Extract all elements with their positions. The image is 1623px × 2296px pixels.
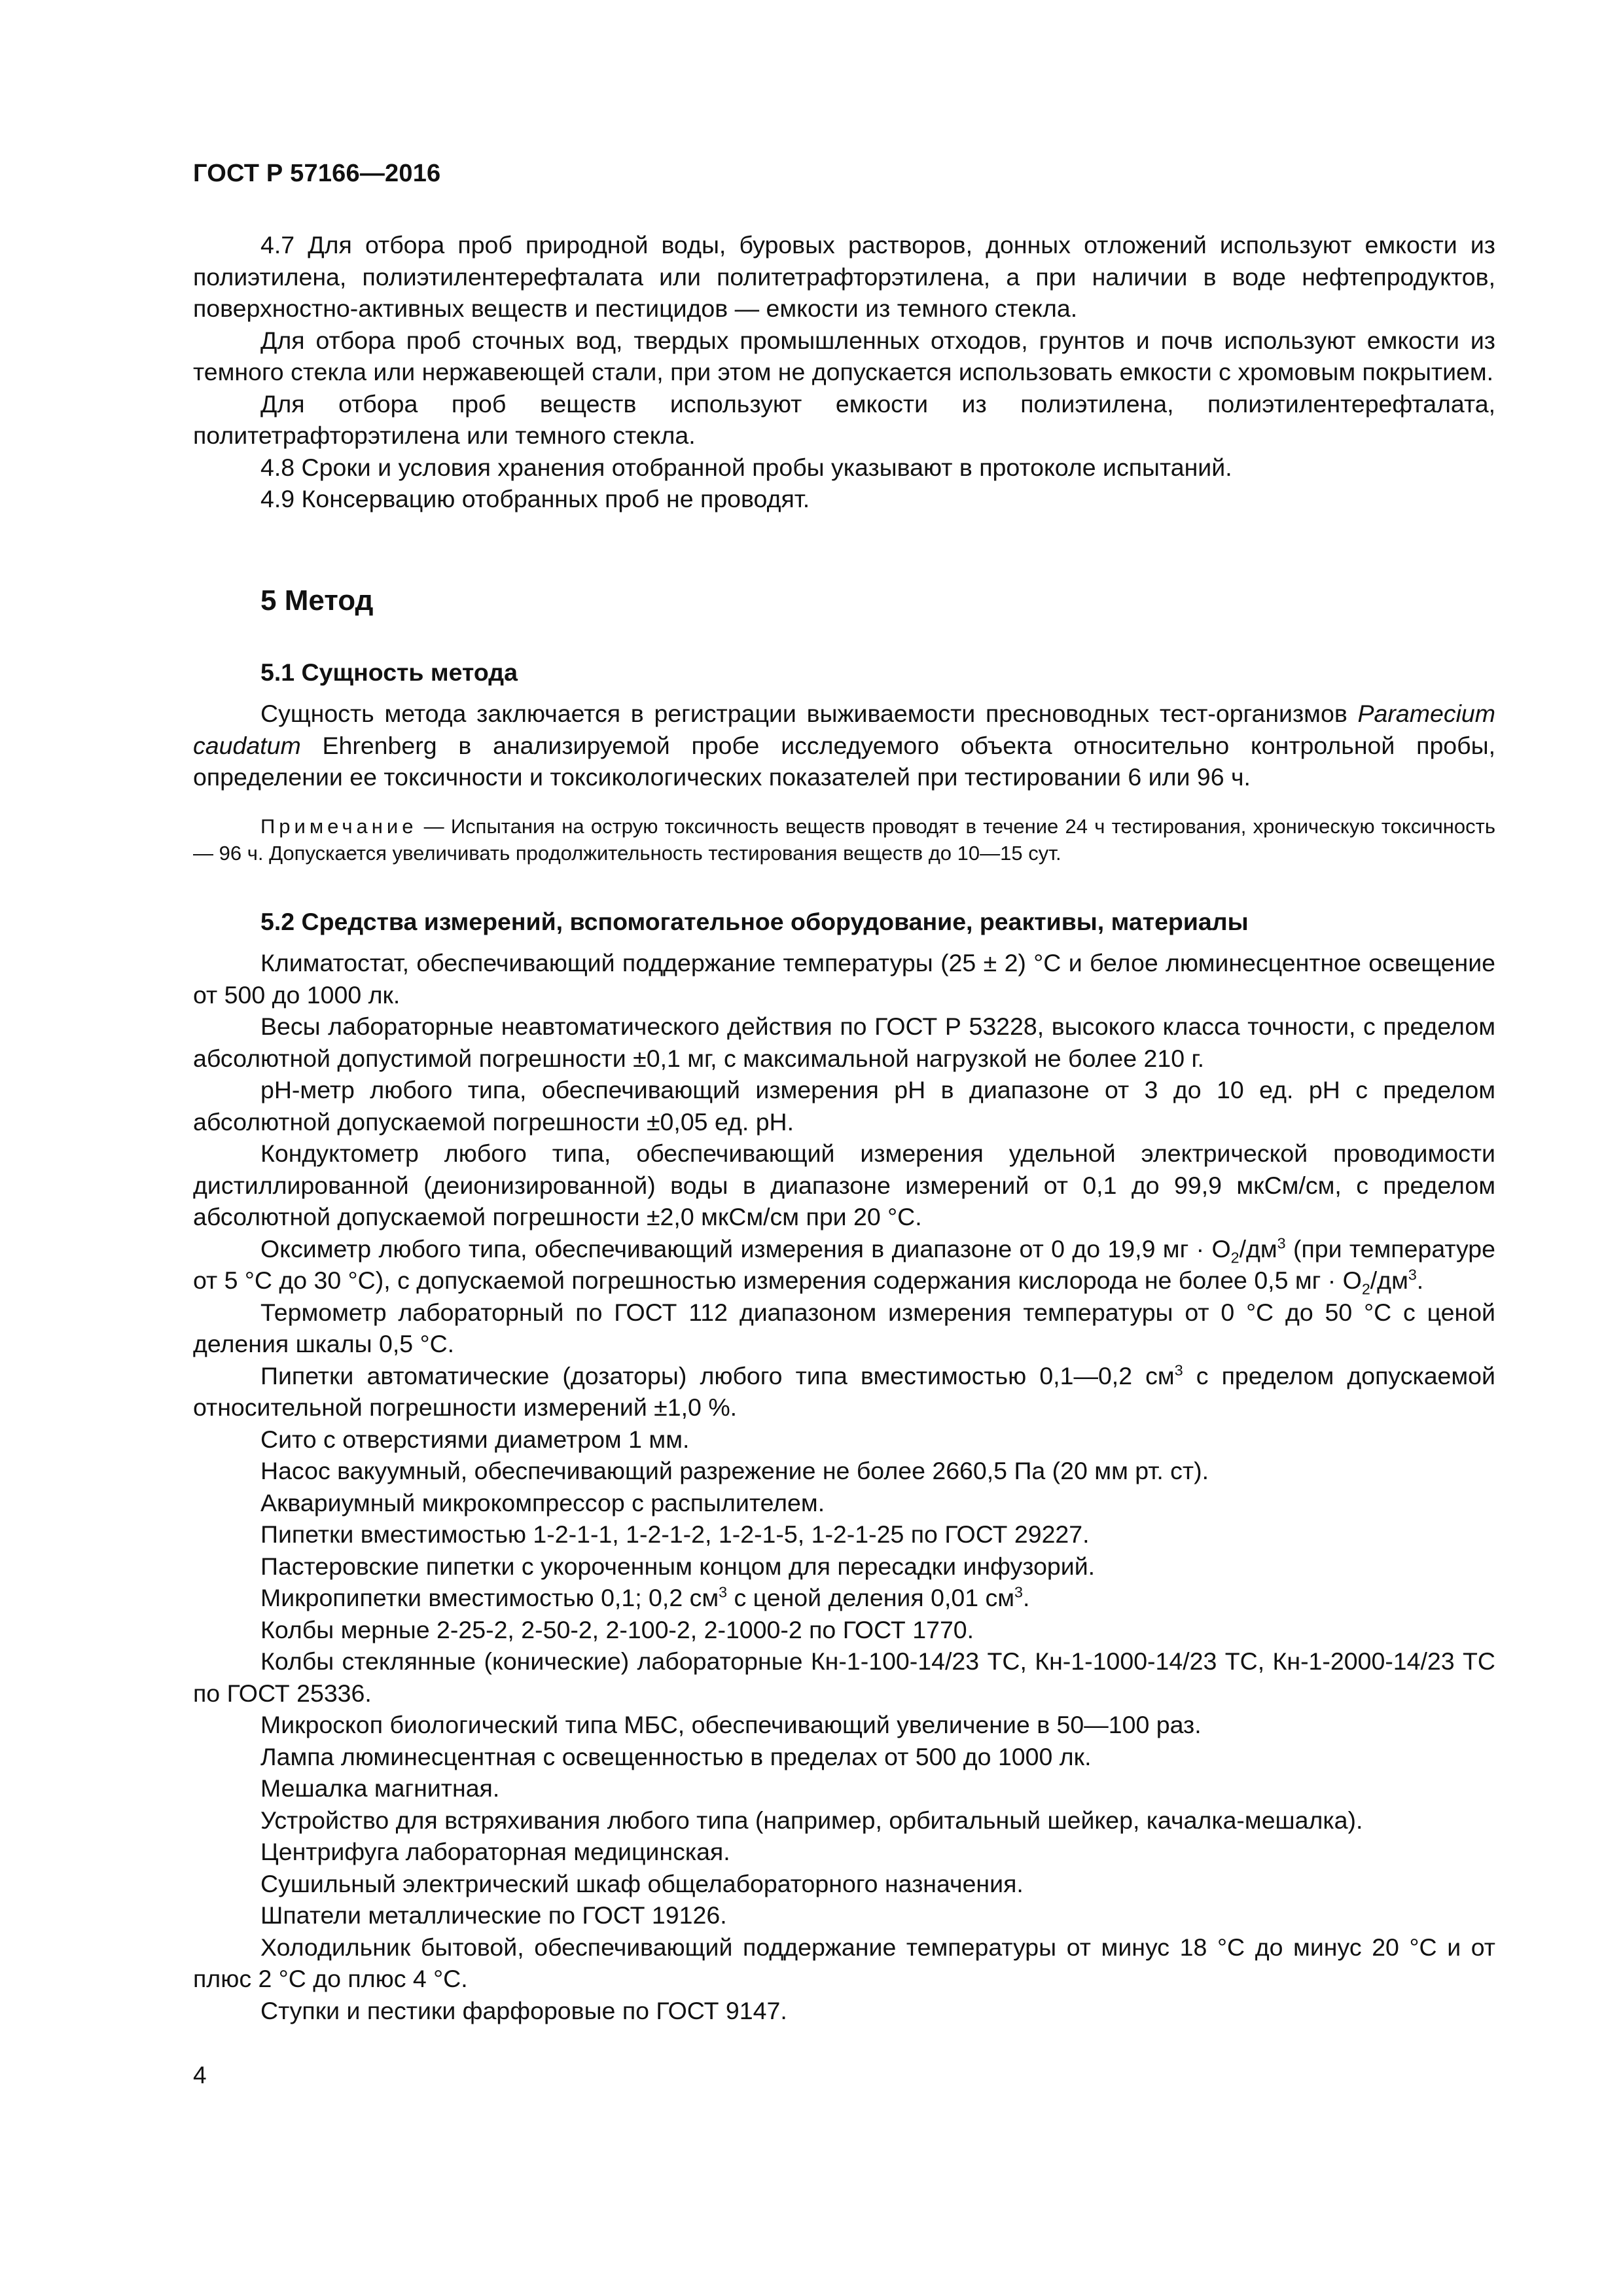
micropipettes-sup: 3: [719, 1583, 728, 1601]
item-pump: Насос вакуумный, обеспечивающий разрежение не более 2660,5 Па (20 мм рт. ст).: [260, 1457, 1209, 1484]
micropipettes-sup-2: 3: [1014, 1583, 1023, 1601]
oximeter-text-d: /дм: [1370, 1266, 1408, 1294]
oximeter-text-a: Оксиметр любого типа, обеспечивающий измерения в диапазоне от 0 до 19,9 мг · O: [260, 1234, 1231, 1263]
equipment-list: [193, 947, 1495, 2026]
item-stirrer: Мешалка магнитная.: [260, 1774, 500, 1802]
oximeter-sub-2: 2: [1361, 1280, 1370, 1298]
method-essence-paragraph: [193, 698, 1495, 793]
item-conductometer: Кондуктометр любого типа, обеспечивающий измерения удельной электрической проводимости дистиллированной (деионизированной) воды в диапазоне измерений от 0,1 до 99,9 мкСм/см, с пределом абсолютной допускаемой погрешности ±2,0 мкСм/см при 20 °С.: [193, 1139, 1495, 1230]
item-microscope: Микроскоп биологический типа МБС, обеспечивающий увеличение в 50—100 раз.: [260, 1711, 1202, 1738]
method-essence-text-b: Ehrenberg в анализируемой пробе исследуемого объекта относительно контрольной пробы, определении ее токсичности и токсикологических показателей при тестировании 6 или 96 ч.: [193, 731, 1495, 791]
paragraph-4-7: 4.7 Для отбора проб природной воды, буровых растворов, донных отложений используют емкости из полиэтилена, полиэтилентерефталата или политетрафторэтилена, а при наличии в воде нефтепродуктов, поверхностно-активных веществ и пестицидов — емкости из темного стекла.: [193, 231, 1495, 322]
item-climatostat: Климатостат, обеспечивающий поддержание температуры (25 ± 2) °С и белое люминесцентное освещение от 500 до 1000 лк.: [193, 949, 1495, 1009]
item-sieve: Сито с отверстиями диаметром 1 мм.: [260, 1425, 690, 1453]
pipettes-auto-text-b: с пределом допускаемой относительной погрешности измерений ±1,0 %.: [193, 1361, 1495, 1421]
organism-name: Paramecium caudatum: [193, 700, 1495, 759]
paragraph-4-7-c: Для отбора проб веществ используют емкости из полиэтилена, полиэтилентерефталата, политетрафторэтилена или темного стекла.: [193, 389, 1495, 449]
subsection-5-1-body: [193, 698, 1495, 867]
item-fridge: Холодильник бытовой, обеспечивающий поддержание температуры от минус 18 °С до минус 20 °С и от плюс 2 °С до плюс 4 °С.: [193, 1933, 1495, 1992]
item-dryer: Сушильный электрический шкаф общелабораторного назначения.: [260, 1869, 1024, 1897]
oximeter-text-b: /дм: [1239, 1234, 1277, 1263]
pipettes-auto-text-a: Пипетки автоматические (дозаторы) любого типа вместимостью 0,1—0,2 см: [260, 1361, 1175, 1390]
item-pasteur-pipettes: Пастеровские пипетки с укороченным концом для пересадки инфузорий.: [260, 1552, 1096, 1580]
page-number: 4: [193, 2062, 207, 2089]
item-oximeter: [193, 1233, 1495, 1297]
item-ph-meter: рН-метр любого типа, обеспечивающий измерения рН в диапазоне от 3 до 10 ед. рН с пределом абсолютной допускаемой погрешности ±0,05 ед. рН.: [193, 1076, 1495, 1136]
oximeter-sub: 2: [1230, 1249, 1240, 1266]
paragraph-4-7-b: Для отбора проб сточных вод, твердых промышленных отходов, грунтов и почв используют емкости из темного стекла или нержавеющей стали, при этом не допускается использовать емкости с хромовым покрытием.: [193, 326, 1495, 386]
item-flasks-glass: Колбы стеклянные (конические) лабораторные Кн-1-100-14/23 ТС, Кн-1-1000-14/23 ТС, Кн-1-2000-14/23 ТС по ГОСТ 25336.: [193, 1647, 1495, 1707]
oximeter-text-e: .: [1416, 1266, 1424, 1294]
paragraph-4-9: 4.9 Консервацию отобранных проб не проводят.: [260, 485, 810, 512]
item-pipettes-auto: [193, 1360, 1495, 1424]
method-note: [193, 813, 1495, 867]
item-pipettes: Пипетки вместимостью 1-2-1-1, 1-2-1-2, 1-2-1-5, 1-2-1-25 по ГОСТ 29227.: [260, 1520, 1090, 1548]
micropipettes-text-c: .: [1022, 1584, 1030, 1611]
item-lamp: Лампа люминесцентная с освещенностью в пределах от 500 до 1000 лк.: [260, 1742, 1092, 1770]
note-text: — Испытания на острую токсичность веществ проводят в течение 24 ч тестирования, хроническую токсичность — 96 ч. Допускается увеличивать продолжительность тестирования веществ до 10—15 сут.: [193, 814, 1495, 865]
subsection-5-2-title: 5.2 Средства измерений, вспомогательное оборудование, реактивы, материалы: [260, 908, 1249, 935]
note-label: Примечание: [260, 814, 418, 838]
micropipettes-text-b: с ценой деления 0,01 см: [727, 1584, 1015, 1611]
item-thermometer: Термометр лабораторный по ГОСТ 112 диапазоном измерения температуры от 0 °С до 50 °С с ценой деления шкалы 0,5 °С.: [193, 1298, 1495, 1357]
item-micropipettes: [193, 1582, 1495, 1614]
item-flasks-measuring: Колбы мерные 2-25-2, 2-50-2, 2-100-2, 2-1000-2 по ГОСТ 1770.: [260, 1615, 974, 1643]
oximeter-sup: 3: [1277, 1234, 1286, 1251]
section-4-items: [193, 229, 1495, 515]
method-essence-text-a: Сущность метода заключается в регистрации выживаемости пресноводных тест-организмов: [260, 700, 1347, 727]
subsection-5-1-title: 5.1 Сущность метода: [260, 658, 518, 686]
item-scales: Весы лабораторные неавтоматического действия по ГОСТ Р 53228, высокого класса точности, с пределом абсолютной допустимой погрешности ±0,1 мг, с максимальной нагрузкой не более 210 г.: [193, 1013, 1495, 1072]
item-mortars: Ступки и пестики фарфоровые по ГОСТ 9147.: [260, 1996, 787, 2024]
oximeter-sup-2: 3: [1408, 1266, 1417, 1283]
item-spatulas: Шпатели металлические по ГОСТ 19126.: [260, 1901, 727, 1929]
item-centrifuge: Центрифуга лабораторная медицинская.: [260, 1838, 730, 1865]
micropipettes-text-a: Микропипетки вместимостью 0,1; 0,2 см: [260, 1584, 719, 1611]
paragraph-4-8: 4.8 Сроки и условия хранения отобранной пробы указывают в протоколе испытаний.: [260, 453, 1232, 481]
document-header: ГОСТ Р 57166—2016: [193, 160, 441, 187]
pipettes-auto-sup: 3: [1174, 1361, 1183, 1378]
oximeter-text-c: (при температуре от 5 °С до 30 °С), с допускаемой погрешностью измерения содержания кислорода не более 0,5 мг · O: [193, 1234, 1495, 1294]
section-5-title: 5 Метод: [260, 584, 374, 617]
item-shaker: Устройство для встряхивания любого типа (например, орбитальный шейкер, качалка-мешалка).: [260, 1806, 1363, 1834]
item-compressor: Аквариумный микрокомпрессор с распылителем.: [260, 1488, 825, 1516]
